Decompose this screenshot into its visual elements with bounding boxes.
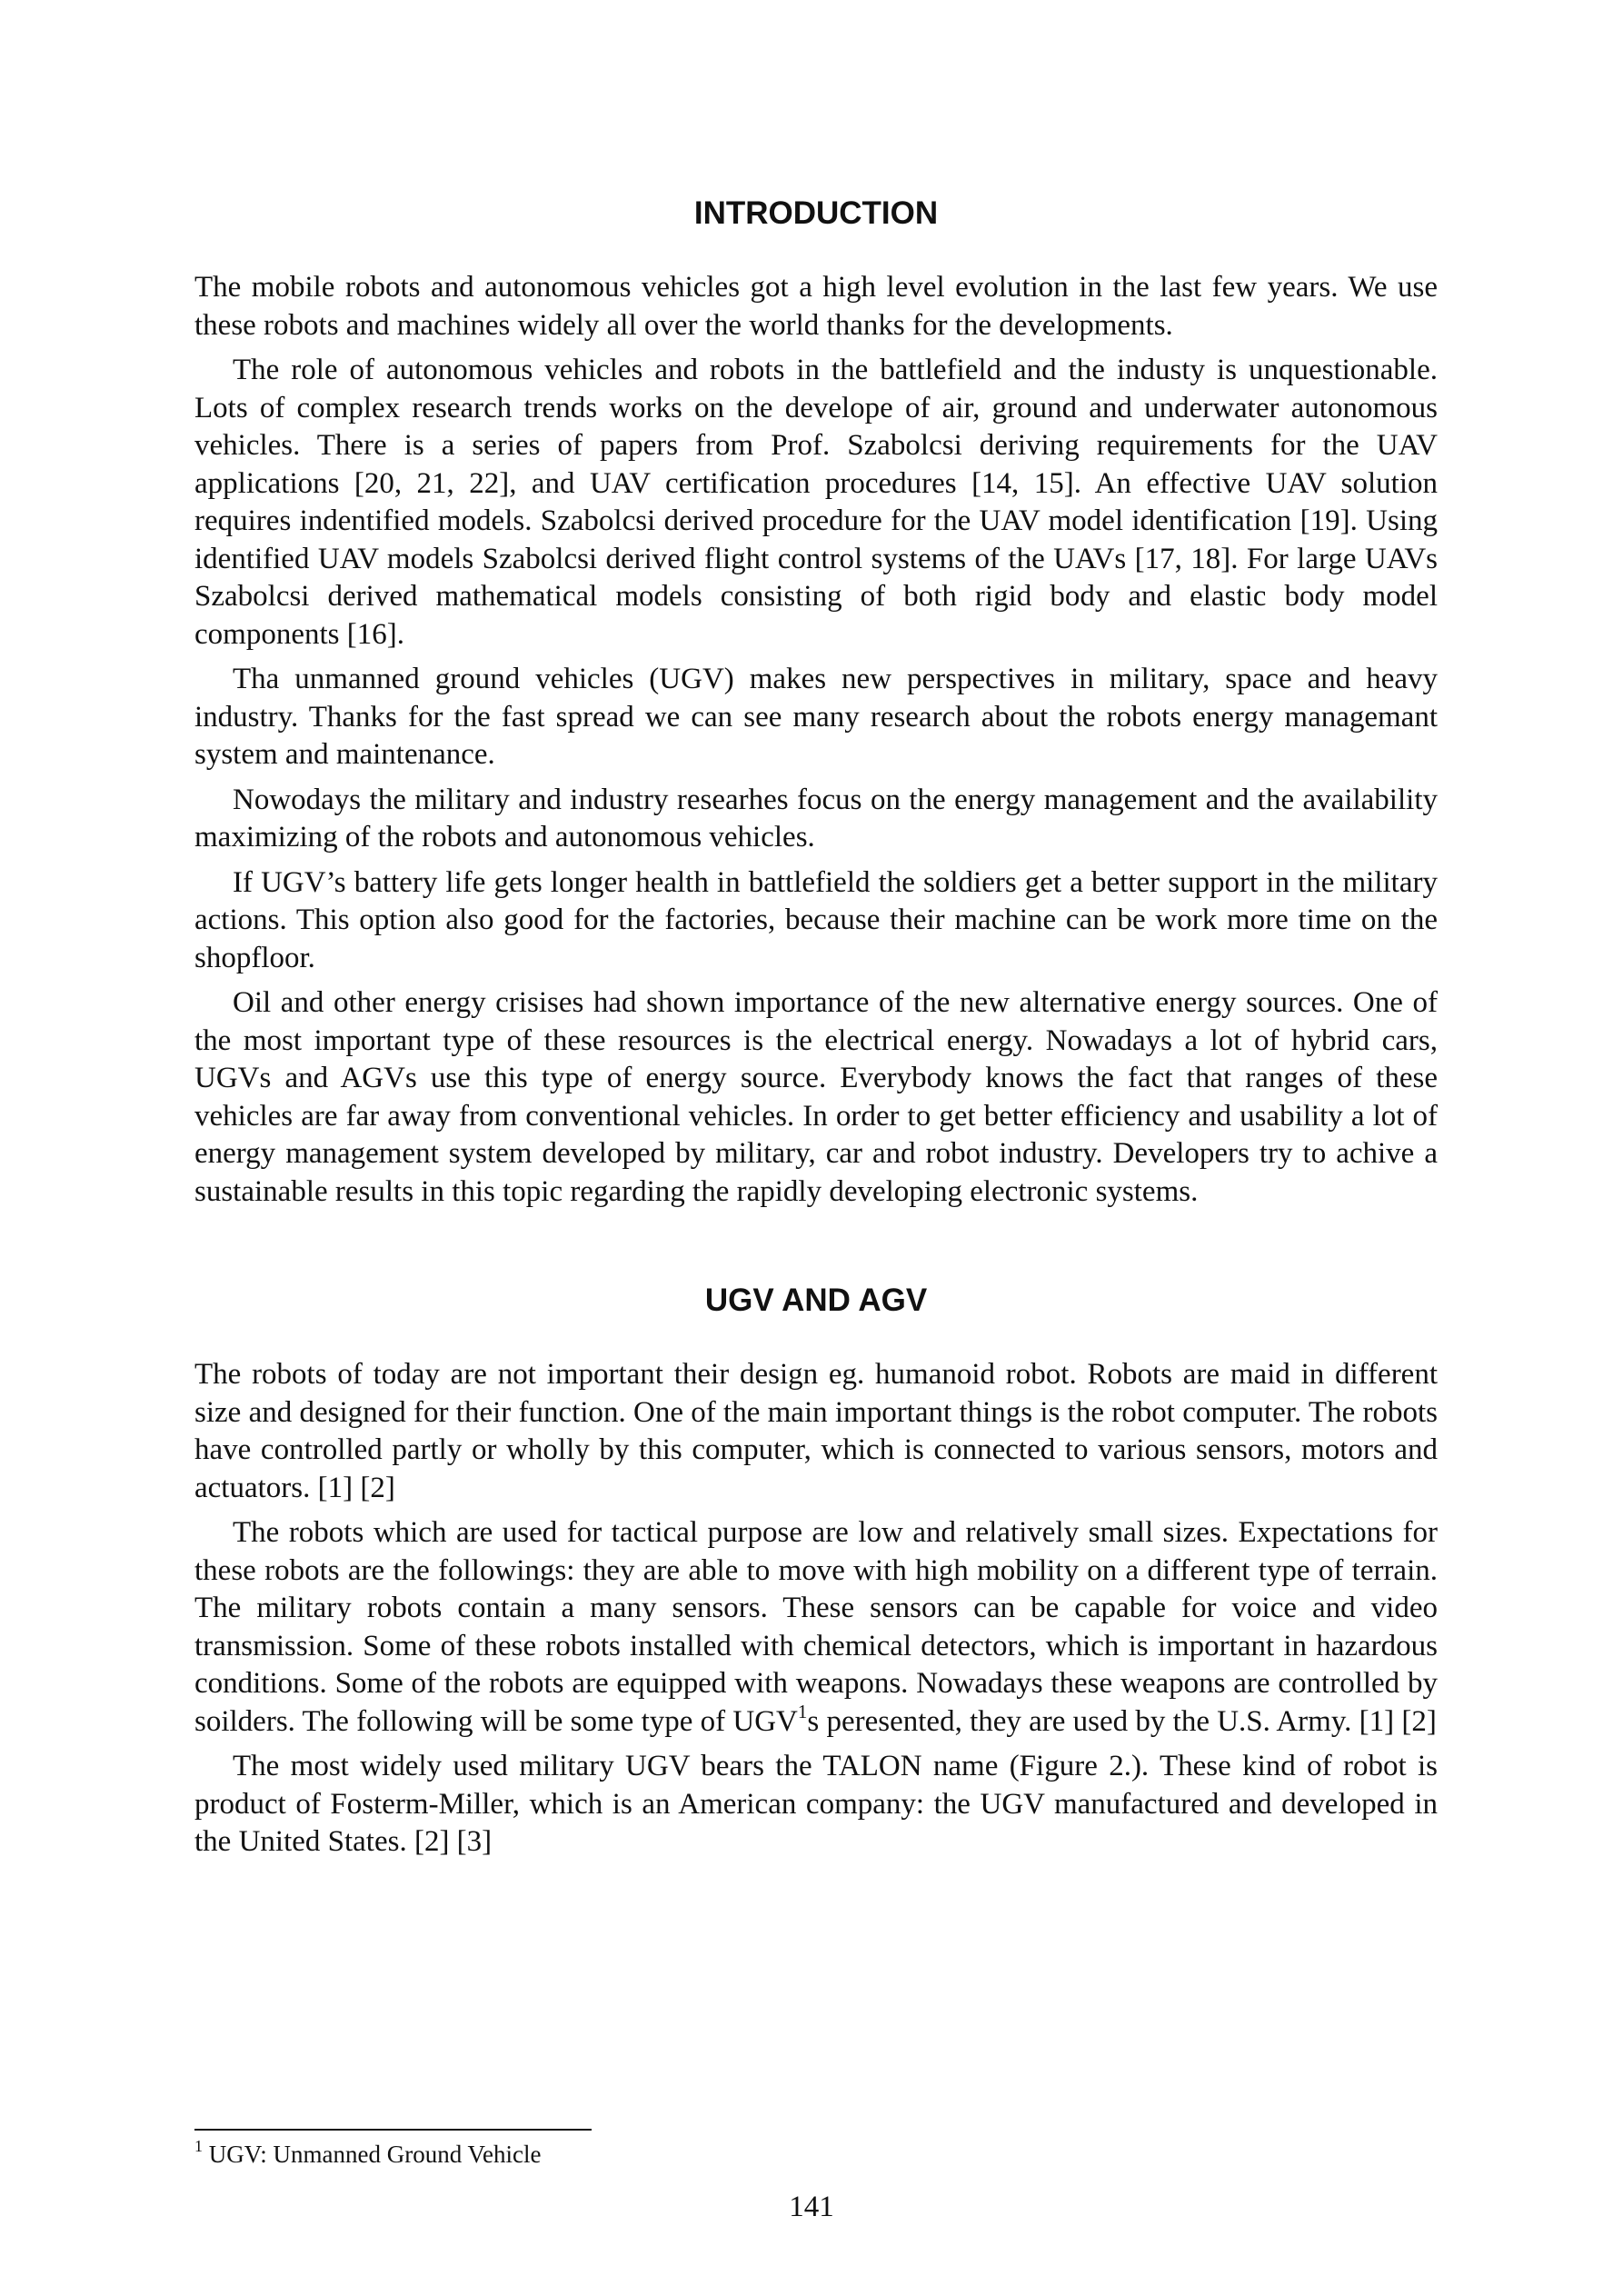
footnote-divider	[194, 2129, 592, 2131]
footnote-marker: 1	[194, 2137, 203, 2155]
introduction-paragraph-4: Nowodays the military and industry researhes focus on the energy management and the availability maximizing of the robots and autonomous vehicles.	[194, 783, 1438, 854]
page-number: 141	[789, 2191, 834, 2223]
section-title-ugv-and-agv: UGV AND AGV	[704, 1283, 928, 1318]
introduction-paragraph-2: The role of autonomous vehicles and robots in the battlefield and the industy is unquestionable. Lots of complex research trends works on the develope of air, ground and underwater autonomous vehicles. There is a series of papers from Prof. Szabolcsi deriving requirements for the UAV applications [20, 21, 22], and UAV certification procedures [14, 15]. An effective UAV solution requires indentified models. Szabolcsi derived procedure for the UAV model identification [19]. Using identified UAV models Szabolcsi derived flight control systems of the UAVs [17, 18]. For large UAVs Szabolcsi derived mathematical models consisting of both rigid body and elastic body model components [16].	[194, 354, 1438, 651]
section-ugv-and-agv	[194, 1273, 1438, 1862]
introduction-paragraph-5: If UGV’s battery life gets longer health in battlefield the soldiers get a better support in the military actions. This option also good for the factories, because their machine can be work more time on the shopfloor.	[194, 865, 1438, 974]
introduction-paragraph-3: Tha unmanned ground vehicles (UGV) makes new perspectives in military, space and heavy industry. Thanks for the fast spread we can see many research about the robots energy managemant system and maintenance.	[194, 663, 1438, 771]
footnote-reference[interactable]: 1	[797, 1700, 808, 1722]
page-content	[194, 185, 1438, 1869]
section-title-introduction: INTRODUCTION	[693, 195, 939, 231]
ugv-paragraph-2	[194, 1514, 1438, 1741]
ugv-paragraph-2-text-after: s peresented, they are used by the U.S. Army. [1] [2]	[807, 1704, 1437, 1738]
footnote-text: UGV: Unmanned Ground Vehicle	[203, 2141, 542, 2168]
introduction-paragraph-1: The mobile robots and autonomous vehicles got a high level evolution in the last few years. We use these robots and machines widely all over the world thanks for the developments.	[194, 271, 1438, 342]
introduction-paragraph-6: Oil and other energy crisises had shown importance of the new alternative energy sources. One of the most important type of these resources is the electrical energy. Nowadays a lot of hybrid cars, UGVs and AGVs use this type of energy source. Everybody knows the fact that ranges of these vehicles are far away from conventional vehicles. In order to get better efficiency and usability a lot of energy management system developed by military, car and robot industry. Developers try to achive a sustainable results in this topic regarding the rapidly developing electronic systems.	[194, 986, 1438, 1208]
ugv-paragraph-2-text-before: The robots which are used for tactical purpose are low and relatively small sizes. Expectations for these robots are the followings: they are able to move with high mobility on a different type of terrain. The military robots contain a many sensors. These sensors can be capable for voice and video transmission. Some of these robots installed with chemical detectors, which is important in hazardous conditions. Some of the robots are equipped with weapons. Nowadays these weapons are controlled by soilders. The following will be some type of UGV	[194, 1516, 1438, 1738]
ugv-paragraph-1: The robots of today are not important their design eg. humanoid robot. Robots are maid in different size and designed for their function. One of the main important things is the robot computer. The robots have controlled partly or wholly by this computer, which is connected to various sensors, motors and actuators. [1] [2]	[194, 1358, 1438, 1504]
footnote	[194, 2138, 541, 2171]
ugv-paragraph-3: The most widely used military UGV bears the TALON name (Figure 2.). These kind of robot is product of Fosterm-Miller, which is an American company: the UGV manufactured and developed in the United States. [2] [3]	[194, 1750, 1438, 1858]
